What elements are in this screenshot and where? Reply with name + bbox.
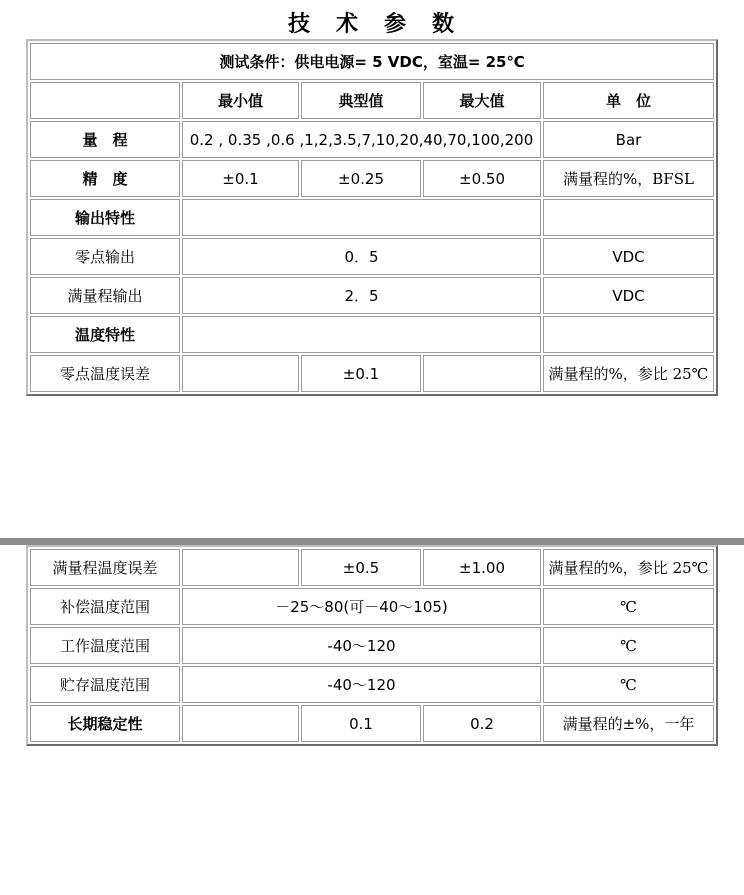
cell-storage-temp-range-value: -40～120 xyxy=(182,666,541,703)
cell-comp-temp-range-unit: ℃ xyxy=(543,588,714,625)
cell-output-section-label: 输出特性 xyxy=(30,199,180,236)
cell-range-value: 0.2 , 0.35 ,0.6 ,1,2,3.5,7,10,20,40,70,100,200 xyxy=(182,121,541,158)
row-accuracy xyxy=(30,160,714,197)
tech-spec-table-lower xyxy=(26,545,718,746)
cell-header-unit: 单 位 xyxy=(543,82,714,119)
cell-temp-section-label: 温度特性 xyxy=(30,316,180,353)
cell-header-max: 最大值 xyxy=(423,82,541,119)
cell-output-section-value xyxy=(182,199,541,236)
row-zero-output xyxy=(30,238,714,275)
cell-header-min: 最小值 xyxy=(182,82,299,119)
cell-fullscale-output-unit: VDC xyxy=(543,277,714,314)
cell-range-unit: Bar xyxy=(543,121,714,158)
cell-storage-temp-range-label: 贮存温度范围 xyxy=(30,666,180,703)
row-storage-temp-range xyxy=(30,666,714,703)
row-fullscale-output xyxy=(30,277,714,314)
page-title: 技 术 参 数 xyxy=(287,12,456,37)
row-range xyxy=(30,121,714,158)
row-fullscale-temp-error xyxy=(30,549,714,586)
cell-long-term-stability-max: 0.2 xyxy=(423,705,541,742)
cell-comp-temp-range-value: －25～80(可－40～105) xyxy=(182,588,541,625)
cell-zero-output-unit: VDC xyxy=(543,238,714,275)
row-working-temp-range xyxy=(30,627,714,664)
cell-accuracy-unit: 满量程的%，BFSL xyxy=(543,160,714,197)
cell-fullscale-temp-error-typ: ±0.5 xyxy=(301,549,421,586)
row-comp-temp-range xyxy=(30,588,714,625)
cell-long-term-stability-unit: 满量程的±%，一年 xyxy=(543,705,714,742)
cell-long-term-stability-label: 长期稳定性 xyxy=(30,705,180,742)
cell-fullscale-temp-error-label: 满量程温度误差 xyxy=(30,549,180,586)
cell-header-blank xyxy=(30,82,180,119)
cell-long-term-stability-min xyxy=(182,705,299,742)
cell-working-temp-range-value: -40～120 xyxy=(182,627,541,664)
cell-zero-temp-error-label: 零点温度误差 xyxy=(30,355,180,392)
cell-fullscale-output-value: 2．5 xyxy=(182,277,541,314)
row-long-term-stability xyxy=(30,705,714,742)
cell-comp-temp-range-label: 补偿温度范围 xyxy=(30,588,180,625)
cell-range-label: 量 程 xyxy=(30,121,180,158)
cell-working-temp-range-label: 工作温度范围 xyxy=(30,627,180,664)
cell-zero-temp-error-max xyxy=(423,355,541,392)
cell-zero-temp-error-min xyxy=(182,355,299,392)
cell-zero-output-value: 0．5 xyxy=(182,238,541,275)
cell-fullscale-output-label: 满量程输出 xyxy=(30,277,180,314)
cell-accuracy-label: 精 度 xyxy=(30,160,180,197)
row-column-headers xyxy=(30,82,714,119)
cell-temp-section-value xyxy=(182,316,541,353)
row-zero-temp-error xyxy=(30,355,714,392)
cell-storage-temp-range-unit: ℃ xyxy=(543,666,714,703)
cell-fullscale-temp-error-min xyxy=(182,549,299,586)
cell-fullscale-temp-error-max: ±1.00 xyxy=(423,549,541,586)
cell-accuracy-min: ±0.1 xyxy=(182,160,299,197)
cell-zero-temp-error-typ: ±0.1 xyxy=(301,355,421,392)
cell-temp-section-unit xyxy=(543,316,714,353)
cell-accuracy-max: ±0.50 xyxy=(423,160,541,197)
cell-output-section-unit xyxy=(543,199,714,236)
page-break-divider xyxy=(0,538,744,545)
cell-test-condition: 测试条件：供电电源= 5 VDC，室温= 25℃ xyxy=(30,43,714,80)
cell-fullscale-temp-error-unit: 满量程的%，参比 25℃ xyxy=(543,549,714,586)
cell-long-term-stability-typ: 0.1 xyxy=(301,705,421,742)
row-output-section xyxy=(30,199,714,236)
cell-accuracy-typ: ±0.25 xyxy=(301,160,421,197)
cell-working-temp-range-unit: ℃ xyxy=(543,627,714,664)
tech-spec-table-upper xyxy=(26,39,718,396)
cell-zero-output-label: 零点输出 xyxy=(30,238,180,275)
cell-header-typ: 典型值 xyxy=(301,82,421,119)
row-temp-section xyxy=(30,316,714,353)
row-test-condition xyxy=(30,43,714,80)
cell-zero-temp-error-unit: 满量程的%，参比 25℃ xyxy=(543,355,714,392)
